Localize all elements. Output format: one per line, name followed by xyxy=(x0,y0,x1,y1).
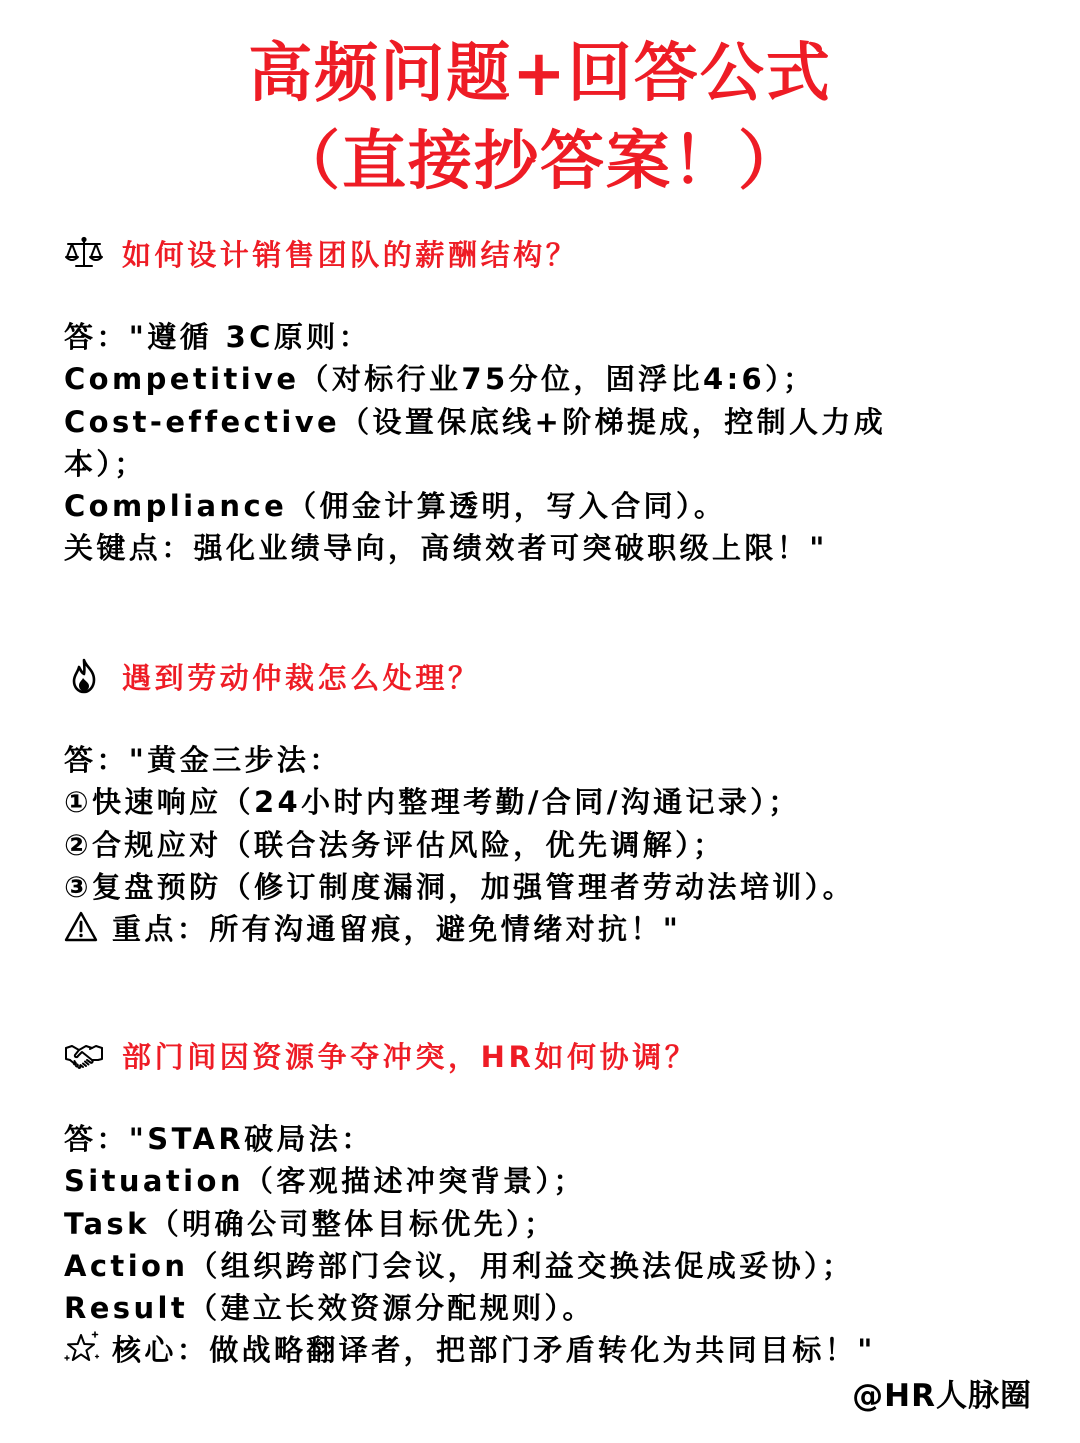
page-title-line-2: （直接抄答案！） xyxy=(276,125,804,199)
answer-line: 答："遵循 3C原则： xyxy=(64,320,372,354)
qa-section-labor-arbitration xyxy=(64,655,1024,950)
answer-line: 答："黄金三步法： xyxy=(64,743,342,777)
answer-block xyxy=(64,739,1024,950)
key-point-line xyxy=(64,908,1024,950)
answer-line: Situation（客观描述冲突背景）； xyxy=(64,1164,586,1199)
warning-icon xyxy=(64,910,98,944)
answer-line: ①快速响应（24小时内整理考勤/合同/沟通记录）； xyxy=(64,785,801,820)
question-row xyxy=(64,655,1024,697)
answer-block xyxy=(64,316,1024,570)
question-row xyxy=(64,1034,1024,1076)
qa-section-resource-conflict xyxy=(64,1034,1024,1372)
answer-line: 答："STAR破局法： xyxy=(64,1122,374,1156)
answer-block xyxy=(64,1118,1024,1372)
answer-line: ③复盘预防（修订制度漏洞，加强管理者劳动法培训）。 xyxy=(64,869,856,904)
answer-line: Result（建立长效资源分配规则）。 xyxy=(64,1291,595,1326)
answer-line: ②合规应对（联合法务评估风险，优先调解）； xyxy=(64,827,726,862)
page-title-line-1: 高频问题+回答公式 xyxy=(248,37,832,111)
answer-line: Compliance（佣金计算透明，写入合同）。 xyxy=(64,489,727,524)
key-point-line xyxy=(64,1329,1024,1371)
answer-line: Task（明确公司整体目标优先）； xyxy=(64,1206,557,1241)
fire-icon xyxy=(64,656,104,696)
handshake-icon xyxy=(64,1035,104,1075)
question-text: 遇到劳动仲裁怎么处理？ xyxy=(122,660,481,695)
key-point-text: 核心：做战略翻译者，把部门矛盾转化为共同目标！" xyxy=(112,1333,876,1368)
balance-scale-icon xyxy=(64,233,104,273)
answer-line: Competitive（对标行业75分位，固浮比4:6）； xyxy=(64,362,816,397)
question-text: 部门间因资源争夺冲突，HR如何协调？ xyxy=(122,1039,698,1074)
answer-line: 本）； xyxy=(64,446,147,481)
key-point-text: 重点：所有沟通留痕，避免情绪对抗！" xyxy=(112,912,682,947)
author-watermark: @HR人脉圈 xyxy=(852,1378,1032,1414)
question-text: 如何设计销售团队的薪酬结构？ xyxy=(122,237,579,272)
question-row xyxy=(64,232,1024,274)
answer-line: 关键点：强化业绩导向，高绩效者可突破职级上限！" xyxy=(64,531,828,566)
sparkle-star-icon xyxy=(64,1331,98,1365)
answer-line: Action（组织跨部门会议，用利益交换法促成妥协）； xyxy=(64,1248,855,1283)
answer-line: Cost-effective（设置保底线+阶梯提成，控制人力成 xyxy=(64,404,887,439)
qa-section-salary xyxy=(64,232,1024,570)
